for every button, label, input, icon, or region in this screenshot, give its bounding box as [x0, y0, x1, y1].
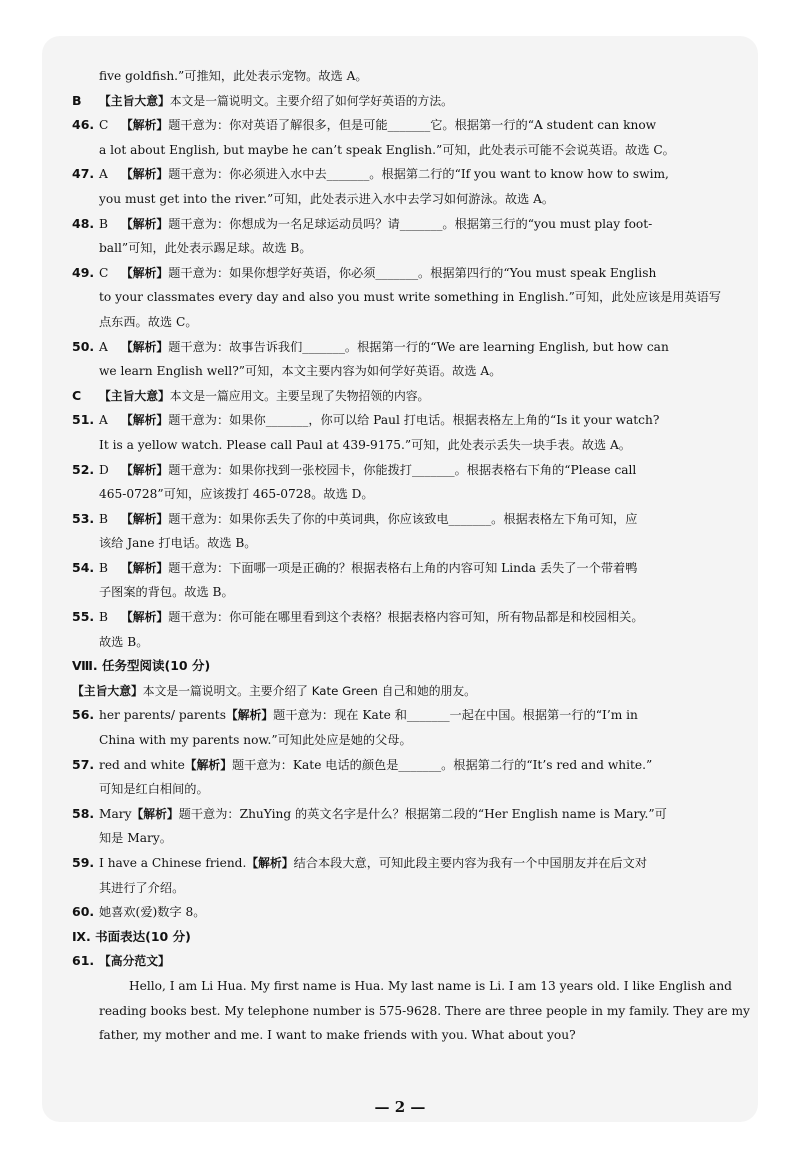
- answer-choice: C: [99, 265, 109, 280]
- explanation-text: 题干意为：现在 Kate 和_______一起在中国。根据第一行的“I’m in: [273, 708, 638, 723]
- explanation-text: 该给 Jane 打电话。故选 B。: [99, 536, 257, 551]
- analysis-tag: 【解析】: [121, 610, 169, 625]
- answer-choice: B: [99, 610, 108, 625]
- continuation-line: [72, 728, 732, 753]
- summary-tag: 【主旨大意】: [72, 683, 143, 698]
- answer-choice: A: [99, 413, 108, 428]
- continuation-line: [72, 777, 732, 802]
- continuation-line: [72, 531, 732, 556]
- page-number: — 2 —: [374, 1098, 426, 1116]
- answer-choice: A: [99, 339, 108, 354]
- continuation-line: [72, 580, 732, 605]
- continuation-line: [72, 433, 732, 458]
- summary-tag: 【主旨大意】: [99, 388, 170, 403]
- question-number: 61.: [72, 953, 95, 969]
- analysis-tag: 【解析】: [121, 511, 169, 526]
- continuation-line: [72, 359, 732, 384]
- continuation-line: [72, 482, 732, 507]
- question-number: 60.: [72, 904, 95, 920]
- analysis-tag: 【解析】: [184, 757, 232, 772]
- summary-text: 本文是一篇应用文。主要呈现了失物招领的内容。: [169, 388, 430, 403]
- section-heading: [72, 654, 732, 679]
- explanation-text: 题干意为：ZhuYing 的英文名字是什么？根据第二段的“Her English name is Mary.”可: [178, 806, 667, 821]
- explanation-text: to your classmates every day and also you must write something in English.”可知，此处应该是用英语写: [99, 290, 722, 305]
- answer-item: [72, 113, 732, 138]
- continuation-line: [72, 138, 732, 163]
- question-number: 59.: [72, 855, 95, 870]
- answer-item: [72, 753, 732, 778]
- continuation-line: [72, 310, 732, 335]
- question-number: 57.: [72, 756, 95, 772]
- section-title: Ⅷ. 任务型阅读(10 分): [72, 658, 211, 674]
- essay-text: father, my mother and me. I want to make friends with you. What about you?: [99, 1028, 576, 1043]
- answer-item: [72, 335, 732, 360]
- essay-line: [72, 999, 750, 1024]
- answer-item: [72, 851, 732, 876]
- continuation-line: [72, 64, 732, 89]
- explanation-text: 题干意为：如果你丢失了你的中英词典，你应该致电_______。根据表格左下角可知，应: [168, 511, 638, 526]
- answer-item: [72, 507, 732, 532]
- explanation-text: a lot about English, but maybe he can’t speak English.”可知，此处表示可能不会说英语。故选 C。: [99, 142, 675, 157]
- explanation-text: we learn English well?”可知，本文主要内容为如何学好英语。故选 A。: [99, 364, 502, 379]
- answer-item: [72, 605, 732, 630]
- explanation-text: 结合本段大意，可知此段主要内容为我有一个中国朋友并在后文对: [293, 856, 648, 870]
- explanation-text: 题干意为：故事告诉我们_______。根据第一行的“We are learning English, but how can: [168, 339, 669, 354]
- answer-choice: Mary: [99, 806, 132, 821]
- answer-choice: her parents/ parents: [99, 708, 226, 723]
- essay-text: Hello, I am Li Hua. My first name is Hua. My last name is Li. I am 13 years old. I like English and: [129, 978, 732, 993]
- answer-choice: red and white: [99, 757, 185, 772]
- passage-summary: [72, 679, 732, 704]
- explanation-text: ball”可知，此处表示踢足球。故选 B。: [99, 241, 312, 256]
- explanation-text: 可知是红白相间的。: [99, 782, 209, 797]
- explanation-text: 题干意为：如果你_______，你可以给 Paul 打电话。根据表格左上角的“Is it your watch?: [168, 413, 660, 428]
- section-title: Ⅸ. 书面表达(10 分): [72, 928, 191, 944]
- passage-label: C: [72, 387, 82, 403]
- answer-choice: C: [99, 118, 109, 133]
- question-number: 58.: [72, 805, 95, 821]
- explanation-text: It is a yellow watch. Please call Paul at 439-9175.”可知，此处表示丢失一块手表。故选 A。: [99, 437, 631, 452]
- explanation-text: 她喜欢(爱)数字 8。: [99, 905, 206, 920]
- passage-summary: [72, 89, 732, 114]
- answer-item: [72, 703, 732, 728]
- question-number: 48.: [72, 215, 95, 231]
- answer-item: [72, 162, 732, 187]
- explanation-text: 题干意为：下面哪一项是正确的？根据表格右上角的内容可知 Linda 丢失了一个带着鸭: [168, 560, 638, 575]
- essay-line: [72, 974, 732, 999]
- essay-text: reading books best. My telephone number is 575-9628. There are three people in my family. They are my: [99, 1003, 750, 1018]
- summary-text: 本文是一篇说明文。主要介绍了 Kate Green 自己和她的朋友。: [142, 683, 476, 698]
- question-number: 49.: [72, 264, 95, 280]
- continuation-line: [72, 876, 732, 901]
- analysis-tag: 【解析】: [121, 413, 169, 428]
- question-number: 52.: [72, 461, 95, 477]
- answer-choice: A: [99, 167, 108, 182]
- answer-item: [72, 900, 732, 925]
- question-number: 46.: [72, 117, 95, 133]
- summary-tag: 【主旨大意】: [99, 93, 170, 108]
- explanation-text: 题干意为：如果你想学好英语，你必须_______。根据第四行的“You must speak English: [168, 265, 657, 280]
- answer-choice: D: [99, 462, 109, 477]
- continuation-line: [72, 285, 732, 310]
- explanation-text: 题干意为：你对英语了解很多，但是可能_______它。根据第一行的“A student can know: [168, 118, 657, 133]
- analysis-tag: 【解析】: [225, 708, 274, 723]
- explanation-text: 知是 Mary。: [99, 831, 172, 846]
- analysis-tag: 【解析】: [121, 216, 169, 231]
- answer-item: [72, 261, 732, 286]
- answer-item: [72, 802, 732, 827]
- analysis-tag: 【解析】: [246, 856, 294, 870]
- analysis-tag: 【解析】: [121, 339, 169, 354]
- explanation-text: 题干意为：你想成为一名足球运动员吗？请_______。根据第三行的“you must play foot-: [168, 216, 653, 231]
- answer-item: [72, 949, 732, 974]
- explanation-text: five goldfish.”可推知，此处表示宠物。故选 A。: [99, 69, 368, 83]
- answer-item: [72, 212, 732, 237]
- explanation-text: you must get into the river.”可知，此处表示进入水中去学习如何游泳。故选 A。: [99, 191, 555, 206]
- question-number: 50.: [72, 338, 95, 354]
- analysis-tag: 【解析】: [121, 167, 169, 182]
- answer-choice: I have a Chinese friend.: [99, 856, 247, 870]
- explanation-text: 465-0728”可知，应该拨打 465-0728。故选 D。: [99, 487, 374, 502]
- answer-item: [72, 408, 732, 433]
- answer-choice: B: [99, 511, 108, 526]
- question-number: 54.: [72, 559, 95, 575]
- passage-label: B: [72, 92, 82, 108]
- explanation-text: 子图案的背包。故选 B。: [99, 585, 234, 600]
- answer-choice: B: [99, 216, 108, 231]
- section-heading: [72, 925, 732, 950]
- explanation-text: 故选 B。: [99, 634, 149, 649]
- continuation-line: [72, 630, 732, 655]
- explanation-text: 题干意为：Kate 电话的颜色是_______。根据第二行的“It’s red and white.”: [232, 757, 653, 772]
- explanation-text: 题干意为：如果你找到一张校园卡，你能拨打_______。根据表格右下角的“Please call: [168, 462, 637, 477]
- explanation-text: 点东西。故选 C。: [99, 314, 198, 329]
- continuation-line: [72, 187, 732, 212]
- summary-text: 本文是一篇说明文。主要介绍了如何学好英语的方法。: [169, 93, 453, 108]
- analysis-tag: 【解析】: [131, 806, 179, 821]
- analysis-tag: 【解析】: [121, 462, 169, 477]
- explanation-text: 题干意为：你必须进入水中去_______。根据第二行的“If you want to know how to swim,: [168, 167, 669, 182]
- analysis-tag: 【解析】: [121, 265, 169, 280]
- passage-summary: [72, 384, 732, 409]
- analysis-tag: 【解析】: [121, 560, 169, 575]
- essay-line: [72, 1023, 732, 1048]
- continuation-line: [72, 826, 732, 851]
- question-number: 55.: [72, 609, 95, 625]
- answer-item: [72, 458, 732, 483]
- question-number: 51.: [72, 412, 95, 428]
- question-number: 56.: [72, 707, 95, 723]
- continuation-line: [72, 236, 732, 261]
- explanation-text: 其进行了介绍。: [99, 880, 185, 895]
- explanation-text: China with my parents now.”可知此处应是她的父母。: [99, 733, 412, 748]
- analysis-tag: 【高分范文】: [99, 954, 170, 969]
- explanation-text: 题干意为：你可能在哪里看到这个表格？根据表格内容可知，所有物品都是和校园相关。: [168, 610, 644, 625]
- question-number: 47.: [72, 166, 95, 182]
- answer-key-content: [72, 64, 750, 1048]
- analysis-tag: 【解析】: [121, 118, 169, 133]
- answer-choice: B: [99, 560, 108, 575]
- answer-item: [72, 556, 732, 581]
- question-number: 53.: [72, 510, 95, 526]
